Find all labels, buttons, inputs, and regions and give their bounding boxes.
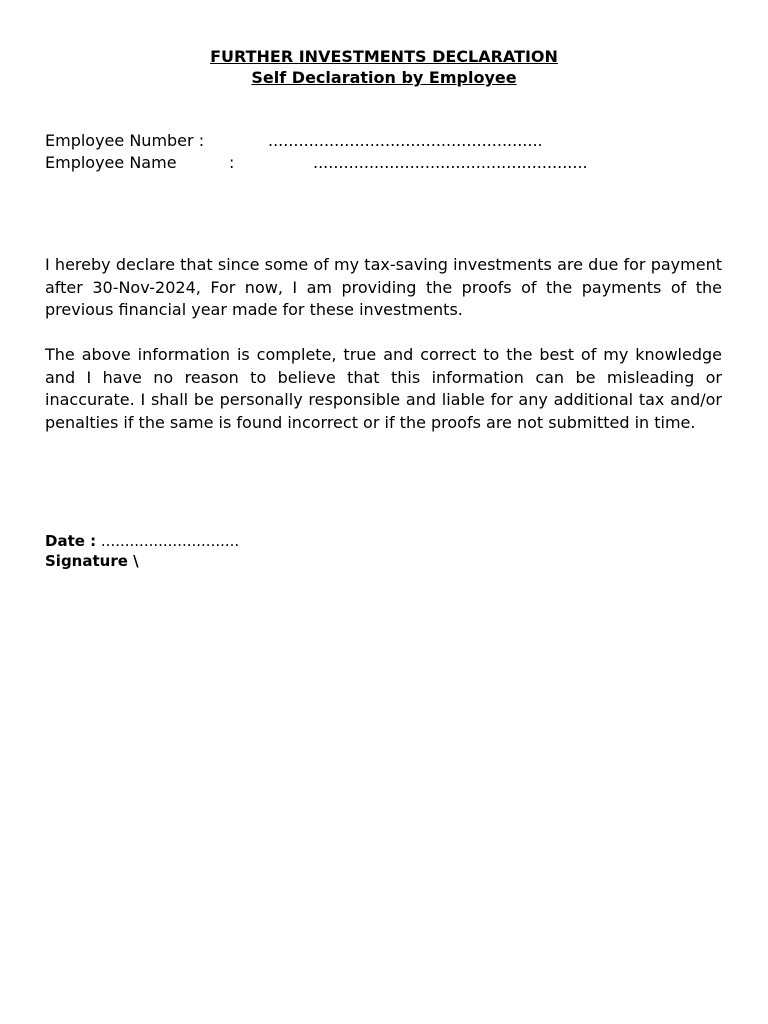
employee-name-blank: ...................................................... [313,153,588,172]
employee-name-colon: : [229,153,235,172]
employee-number-field [45,130,543,152]
employee-name-label: Employee Name [45,153,177,172]
date-blank: ............................. [96,532,240,550]
document-title: FURTHER INVESTMENTS DECLARATION [210,47,558,66]
title-block [0,46,768,88]
date-label: Date : [45,532,97,550]
signature-label: Signature \ [45,552,139,570]
declaration-paragraph: I hereby declare that since some of my tax-saving investments are due for payment after 30-Nov-2024, For now, I am providing the proofs of the payments of the previous financial year made for these investments. [45,255,722,319]
signature-line [45,551,139,571]
document-subtitle: Self Declaration by Employee [251,68,517,87]
date-line [45,531,239,551]
employee-name-field [45,152,588,174]
confirmation-paragraph: The above information is complete, true and correct to the best of my knowledge and I have no reason to believe that this information can be misleading or inaccurate. I shall be personally responsible and liable for any additional tax and/or penalties if the same is found incorrect or if the proofs are not submitted in time. [45,345,722,432]
employee-number-blank: ...................................................... [268,131,543,150]
employee-number-label: Employee Number : [45,131,205,150]
